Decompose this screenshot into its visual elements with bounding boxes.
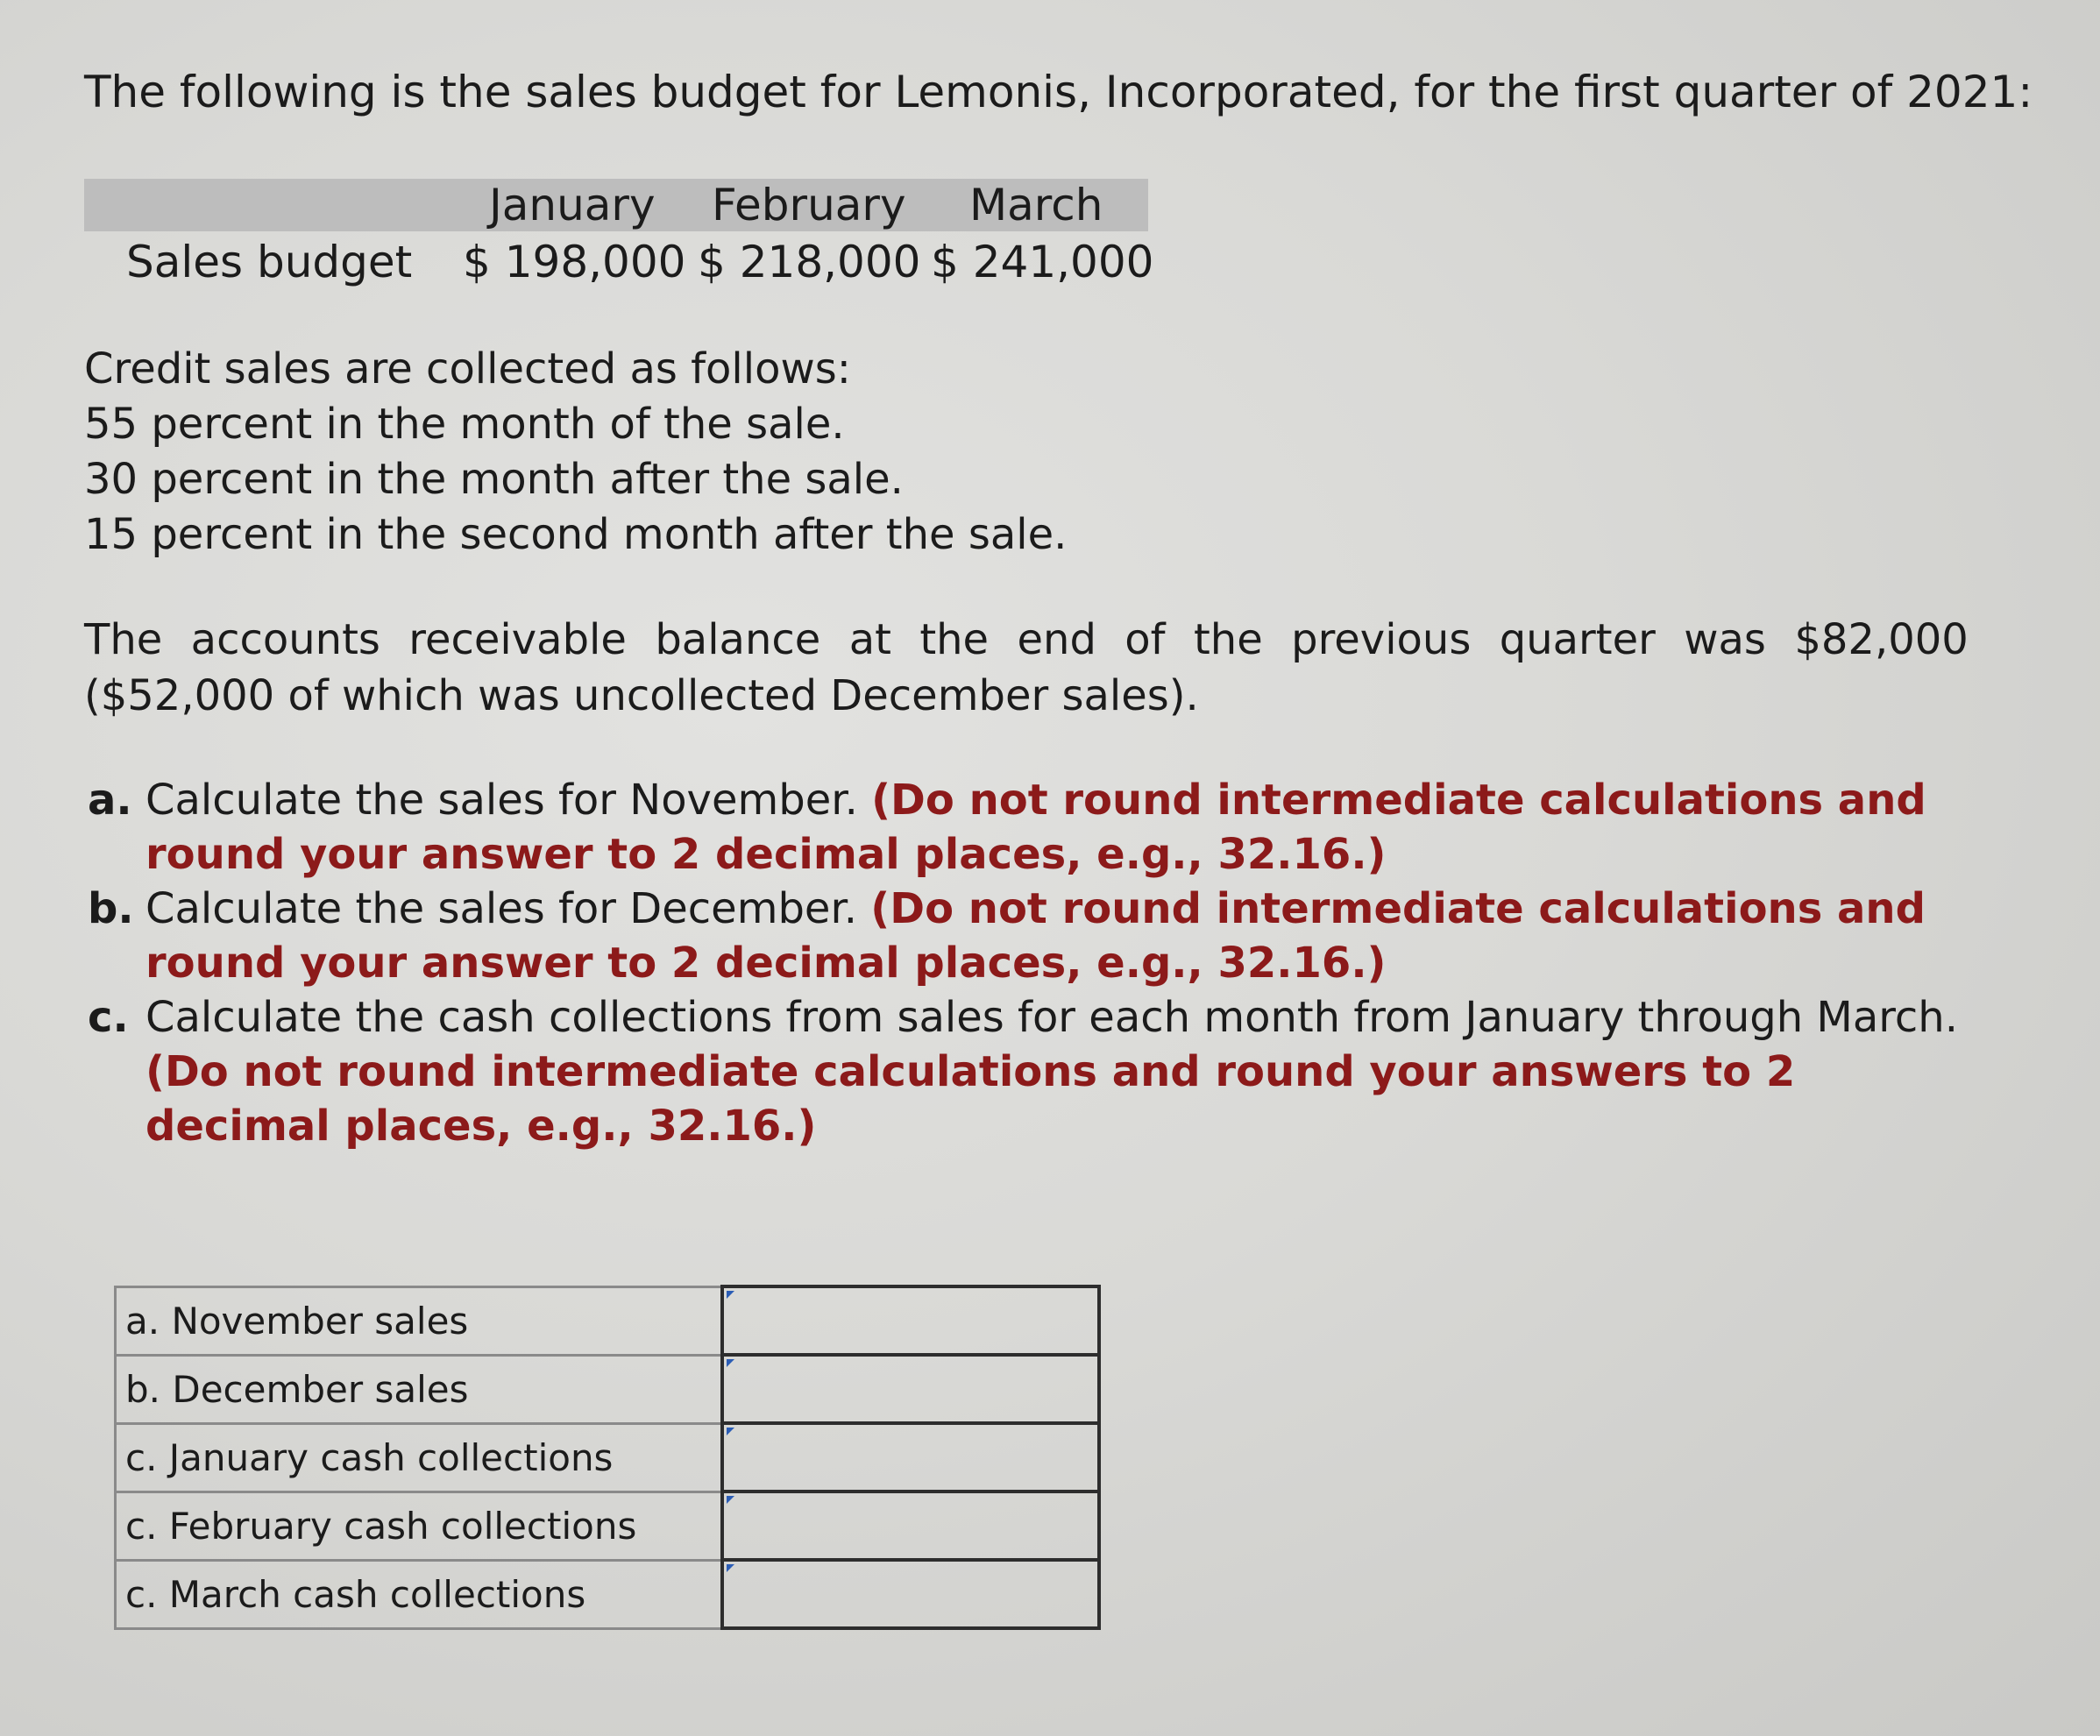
ar-line-1 bbox=[84, 612, 1969, 668]
question-c bbox=[88, 990, 1963, 1153]
answer-row bbox=[116, 1286, 1100, 1355]
question-b bbox=[88, 882, 1963, 990]
input-marker-icon bbox=[727, 1564, 734, 1572]
march-collections-input[interactable] bbox=[724, 1562, 1097, 1626]
ar-word: previous bbox=[1291, 615, 1472, 664]
input-marker-icon bbox=[727, 1359, 734, 1367]
ar-line-2: ($52,000 of which was uncollected December sales). bbox=[84, 671, 1199, 720]
november-sales-input[interactable] bbox=[724, 1288, 1097, 1353]
answer-cell bbox=[722, 1423, 1099, 1492]
answer-row bbox=[116, 1560, 1100, 1628]
answer-label: a. November sales bbox=[116, 1286, 723, 1355]
question-letter: b. bbox=[88, 884, 134, 933]
ar-word: accounts bbox=[190, 615, 380, 664]
ar-word: receivable bbox=[408, 615, 627, 664]
answer-row bbox=[116, 1355, 1100, 1423]
ar-word: end bbox=[1017, 615, 1096, 664]
ar-word: balance bbox=[655, 615, 821, 664]
ar-word: quarter bbox=[1499, 615, 1656, 664]
budget-data-row bbox=[84, 231, 1154, 287]
december-sales-input[interactable] bbox=[724, 1357, 1097, 1421]
answer-label: b. December sales bbox=[116, 1355, 723, 1423]
value-january: $ 198,000 bbox=[463, 237, 686, 287]
ar-word: the bbox=[919, 615, 990, 664]
answer-label: c. January cash collections bbox=[116, 1423, 723, 1492]
input-marker-icon bbox=[727, 1496, 734, 1504]
ar-word: at bbox=[848, 615, 891, 664]
february-collections-input[interactable] bbox=[724, 1493, 1097, 1558]
sales-budget-label: Sales budget bbox=[126, 237, 413, 287]
question-instruction: (Do not round intermediate calculations and round your answers to 2 decimal places, e.g., 32.16.) bbox=[145, 1047, 1796, 1151]
value-february: $ 218,000 bbox=[698, 237, 921, 287]
question-letter: a. bbox=[88, 776, 132, 825]
month-march: March bbox=[969, 180, 1103, 230]
answer-cell bbox=[722, 1560, 1099, 1628]
terms-line: 15 percent in the second month after the sale. bbox=[84, 510, 1068, 559]
answer-cell bbox=[722, 1355, 1099, 1423]
answer-row bbox=[116, 1423, 1100, 1492]
ar-word: of bbox=[1124, 615, 1166, 664]
ar-word: was bbox=[1684, 615, 1766, 664]
question-text: Calculate the cash collections from sales for each month from January through March. bbox=[145, 993, 1958, 1042]
ar-word: the bbox=[1193, 615, 1263, 664]
month-february: February bbox=[712, 180, 906, 230]
terms-line: 55 percent in the month of the sale. bbox=[84, 400, 845, 449]
answer-row bbox=[116, 1492, 1100, 1560]
budget-header-row bbox=[84, 179, 1148, 231]
answer-label: c. February cash collections bbox=[116, 1492, 723, 1560]
question-instruction: (Do not round intermediate calculations and round your answer to 2 decimal places, e.g., 32.16.) bbox=[145, 884, 1926, 988]
question-list bbox=[88, 773, 1963, 1153]
ar-word: The bbox=[84, 615, 163, 664]
collection-terms bbox=[84, 342, 1067, 563]
question-text: Calculate the sales for December. bbox=[145, 884, 871, 933]
january-collections-input[interactable] bbox=[724, 1425, 1097, 1490]
input-marker-icon bbox=[727, 1291, 734, 1299]
sales-budget-table bbox=[84, 179, 1154, 287]
input-marker-icon bbox=[727, 1428, 734, 1435]
question-a bbox=[88, 773, 1963, 882]
answer-cell bbox=[722, 1286, 1099, 1355]
value-march: $ 241,000 bbox=[931, 237, 1154, 287]
terms-heading: Credit sales are collected as follows: bbox=[84, 344, 851, 393]
terms-line: 30 percent in the month after the sale. bbox=[84, 455, 904, 504]
answer-cell bbox=[722, 1492, 1099, 1560]
ar-word: $82,000 bbox=[1794, 615, 1969, 664]
answer-label: c. March cash collections bbox=[116, 1560, 723, 1628]
month-january: January bbox=[489, 180, 656, 230]
question-text: Calculate the sales for November. bbox=[145, 776, 872, 825]
answer-table bbox=[114, 1285, 1101, 1630]
intro-text: The following is the sales budget for Lemonis, Incorporated, for the first quarter of 2021: bbox=[84, 67, 2033, 117]
question-letter: c. bbox=[88, 993, 129, 1042]
question-instruction: (Do not round intermediate calculations and round your answer to 2 decimal places, e.g., 32.16.) bbox=[145, 776, 1926, 879]
accounts-receivable-paragraph bbox=[84, 612, 1969, 724]
